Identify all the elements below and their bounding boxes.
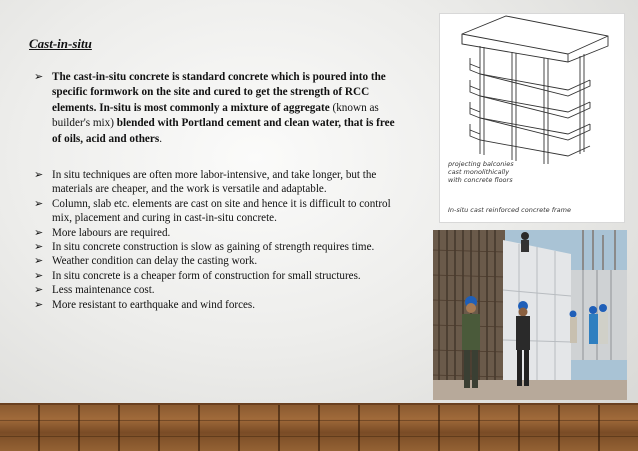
bullet-text: In situ techniques are often more labor-intensive, and take longer, but the materials are cheaper, and the work is versatile and adaptable. xyxy=(52,169,377,196)
building-frame-sketch xyxy=(440,14,626,164)
workers-formwork-illustration xyxy=(433,230,627,400)
list-item xyxy=(34,168,404,197)
bullet-arrow-icon: ➢ xyxy=(34,169,44,181)
sketch-bottom-caption: In-situ cast reinforced concrete frame xyxy=(448,206,571,214)
sketch-caption-line: with concrete floors xyxy=(448,176,513,184)
bullet-text: Column, slab etc. elements are cast on site and hence it is difficult to control mix, placement and curing in cast-in-situ concrete. xyxy=(52,197,391,225)
bullet-arrow-icon: ➢ xyxy=(34,284,44,297)
wooden-floor-decoration xyxy=(0,403,638,451)
list-item xyxy=(34,283,404,297)
bullet-text: More labours are required. xyxy=(52,226,171,239)
intro-paragraph xyxy=(34,70,404,147)
slide-title: Cast-in-situ xyxy=(29,36,92,51)
list-item xyxy=(34,269,404,283)
intro-text-part2: (known as builder's mix) xyxy=(52,101,379,130)
bullet-arrow-icon: ➢ xyxy=(34,226,44,239)
bullet-arrow-icon: ➢ xyxy=(34,255,44,268)
bullet-text: In situ concrete is a cheaper form of construction for small structures. xyxy=(52,269,361,282)
bullet-arrow-icon: ➢ xyxy=(34,197,44,210)
sketch-caption xyxy=(448,160,514,184)
intro-text-part4: . xyxy=(159,132,163,145)
intro-text-part3: blended with Portland cement and clean water, that is free of oils, acid and others xyxy=(52,117,395,145)
bullet-list xyxy=(34,168,404,312)
list-item xyxy=(34,197,404,226)
construction-site-photo xyxy=(433,230,627,400)
list-item xyxy=(34,254,404,268)
list-item xyxy=(34,298,404,312)
bullet-text: In situ concrete construction is slow as gaining of strength requires time. xyxy=(52,241,375,254)
bullet-arrow-icon: ➢ xyxy=(34,71,44,83)
list-item xyxy=(34,240,404,254)
sketch-caption-line: cast monolithically xyxy=(448,168,510,176)
intro-text xyxy=(34,70,404,147)
bullet-text: Less maintenance cost. xyxy=(52,284,155,297)
frame-sketch-figure xyxy=(439,13,625,223)
intro-text-part1: The cast-in-situ concrete is standard concrete which is poured into the specific formwork on the site and cured to get the strength of RCC elements. In-situ is most commonly a mixture of aggregate xyxy=(52,71,386,114)
list-item xyxy=(34,226,404,240)
bullet-text: More resistant to earthquake and wind forces. xyxy=(52,298,256,311)
sketch-caption-line: projecting balconies xyxy=(448,160,514,168)
bullet-arrow-icon: ➢ xyxy=(34,298,44,311)
bullet-text: Weather condition can delay the casting work. xyxy=(52,255,258,268)
bullet-arrow-icon: ➢ xyxy=(34,241,44,254)
bullet-arrow-icon: ➢ xyxy=(34,269,44,282)
